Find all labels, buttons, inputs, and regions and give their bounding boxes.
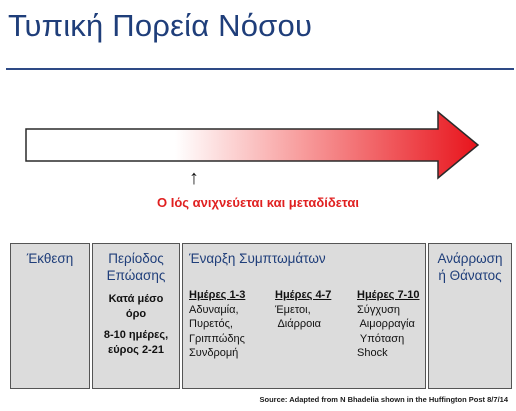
stage-exposure-label: Έκθεση: [26, 251, 74, 266]
stage-onset: [182, 243, 426, 389]
stage-onset-label: Έναρξη Συμπτωμάτων: [189, 251, 326, 266]
symptom-column-header: Ημέρες 1-3: [189, 289, 246, 301]
symptom-column: [357, 288, 419, 361]
incubation-avg-line1: Κατά μέσο: [108, 293, 164, 305]
symptom-column-header: Ημέρες 4-7: [275, 289, 332, 301]
incubation-range-line1: 8-10 ημέρες,: [103, 329, 169, 341]
stage-incubation-body: [93, 292, 179, 358]
symptom-item: Αδυναμία,: [189, 303, 239, 316]
symptom-item: Shock: [357, 347, 388, 359]
symptom-item: Έμετοι,: [275, 303, 311, 316]
symptom-column: [275, 288, 331, 332]
timeline-arrow: [0, 0, 516, 200]
stage-incubation-label: Περίοδος Επώασης: [106, 251, 166, 283]
symptom-item: Διάρροια: [275, 318, 322, 330]
symptom-column: [189, 288, 245, 361]
source-credit: Source: Adapted from N Bhadelia shown in the Huffington Post 8/7/14: [259, 395, 508, 404]
symptom-item: Υπόταση: [357, 332, 405, 345]
page-title: Τυπική Πορεία Νόσου: [8, 8, 313, 43]
stage-exposure: [10, 243, 90, 389]
symptom-column-header: Ημέρες 7-10: [357, 289, 420, 301]
symptom-item: Πυρετός,: [189, 318, 233, 330]
symptom-item: Αιμορραγία: [357, 318, 415, 330]
stage-outcome: [428, 243, 512, 389]
incubation-avg-line2: όρο: [125, 308, 147, 320]
detection-note: Ο Ιός ανιχνεύεται και μεταδίδεται: [157, 195, 359, 210]
symptom-item: Συνδρομή: [189, 347, 239, 359]
stage-outcome-label: Ανάρρωση ή Θάνατος: [437, 251, 503, 283]
up-arrow-icon: ↑: [189, 167, 199, 189]
incubation-range-line2: εύρος 2-21: [108, 344, 164, 356]
timeline-arrow-shape: [26, 112, 478, 178]
symptom-item: Γριππώδης: [189, 332, 245, 345]
stage-incubation: [92, 243, 180, 389]
symptom-item: Σύγχυση: [357, 303, 401, 316]
